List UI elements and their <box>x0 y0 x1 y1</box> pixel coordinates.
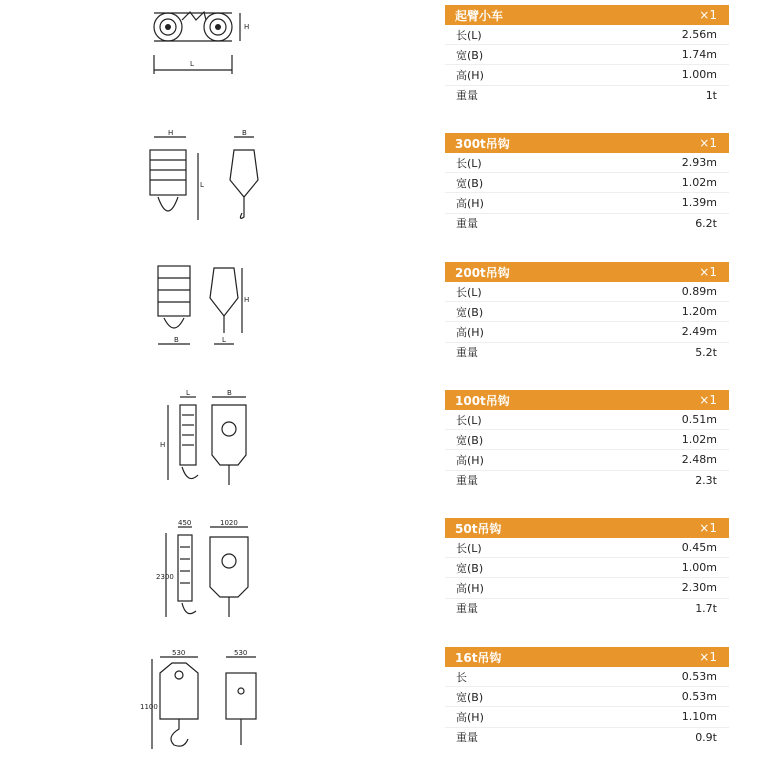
item-qty: ×1 <box>699 393 717 407</box>
spec-value: 0.53m <box>681 670 717 684</box>
spec-value: 1.39m <box>681 196 717 210</box>
spec-row <box>445 707 729 727</box>
spec-row <box>445 65 729 85</box>
item-name: 300t吊钩 <box>455 136 510 151</box>
spec-label: 高(H) <box>456 68 484 82</box>
spec-label: 高(H) <box>456 325 484 339</box>
spec-value: 0.9t <box>695 730 717 744</box>
dim-label: B <box>174 336 179 344</box>
spec-label: 重量 <box>456 346 478 360</box>
spec-label: 宽(B) <box>456 48 484 62</box>
spec-label: 宽(B) <box>456 690 484 704</box>
dim-label: 530 <box>172 649 186 657</box>
spec-row <box>445 193 729 213</box>
spec-value: 1.7t <box>695 601 717 615</box>
spec-row <box>445 410 729 430</box>
dim-label: 1020 <box>220 519 238 527</box>
item-qty: ×1 <box>699 265 717 279</box>
spec-row <box>445 25 729 45</box>
spec-value: 5.2t <box>695 345 717 359</box>
spec-value: 1.74m <box>681 48 717 62</box>
spec-label: 重量 <box>456 602 478 616</box>
spec-row <box>445 282 729 302</box>
item-name: 起臂小车 <box>455 8 504 23</box>
spec-table <box>445 518 729 618</box>
item-qty: ×1 <box>699 8 717 22</box>
spec-value: 1.02m <box>681 176 717 190</box>
spec-value: 0.45m <box>681 541 717 555</box>
item-name: 50t吊钩 <box>455 521 502 536</box>
spec-header <box>445 262 729 282</box>
spec-row <box>445 728 729 747</box>
spec-label: 高(H) <box>456 710 484 724</box>
spec-value: 1.20m <box>681 305 717 319</box>
spec-value: 0.89m <box>681 285 717 299</box>
spec-label: 宽(B) <box>456 305 484 319</box>
spec-label: 长(L) <box>456 541 482 555</box>
hook-200t-drawing <box>130 258 290 378</box>
spec-row <box>445 430 729 450</box>
spec-row <box>445 153 729 173</box>
spec-row <box>445 687 729 707</box>
spec-row <box>445 173 729 193</box>
dim-label: H <box>168 129 174 137</box>
spec-row <box>445 214 729 233</box>
dim-label: B <box>242 129 247 137</box>
dim-label: 1100 <box>140 703 158 711</box>
spec-label: 宽(B) <box>456 433 484 447</box>
spec-label: 长(L) <box>456 156 482 170</box>
spec-value: 1t <box>705 88 717 102</box>
spec-value: 2.3t <box>695 473 717 487</box>
spec-header <box>445 647 729 667</box>
spec-table <box>445 133 729 233</box>
spec-label: 长(L) <box>456 28 482 42</box>
spec-value: 2.30m <box>681 581 717 595</box>
dim-label: L <box>200 181 204 189</box>
spec-value: 2.48m <box>681 453 717 467</box>
item-name: 16t吊钩 <box>455 650 502 665</box>
spec-value: 2.49m <box>681 325 717 339</box>
spec-value: 2.93m <box>681 156 717 170</box>
spec-label: 重量 <box>456 474 478 488</box>
spec-label: 宽(B) <box>456 176 484 190</box>
hook-50t-drawing <box>130 515 290 635</box>
spec-label: 宽(B) <box>456 561 484 575</box>
dim-label: B <box>227 389 232 397</box>
spec-label: 高(H) <box>456 581 484 595</box>
hook-16t-drawing <box>130 645 290 765</box>
spec-label: 长(L) <box>456 285 482 299</box>
spec-row <box>445 86 729 105</box>
spec-table <box>445 647 729 747</box>
spec-row <box>445 343 729 362</box>
spec-table <box>445 5 729 105</box>
spec-row <box>445 302 729 322</box>
dim-label: H <box>244 296 250 304</box>
spec-row <box>445 450 729 470</box>
dim-label: L <box>190 60 194 68</box>
spec-value: 1.00m <box>681 561 717 575</box>
spec-header <box>445 518 729 538</box>
spec-row <box>445 322 729 342</box>
hook-300t-drawing <box>130 125 290 245</box>
spec-header <box>445 133 729 153</box>
spec-label: 重量 <box>456 217 478 231</box>
item-name: 200t吊钩 <box>455 265 510 280</box>
trolley-drawing <box>130 0 290 120</box>
spec-row <box>445 578 729 598</box>
spec-header <box>445 5 729 25</box>
spec-value: 1.10m <box>681 710 717 724</box>
spec-value: 0.51m <box>681 413 717 427</box>
spec-value: 0.53m <box>681 690 717 704</box>
dim-label: H <box>244 23 250 31</box>
spec-value: 1.00m <box>681 68 717 82</box>
spec-table <box>445 262 729 362</box>
dim-label: L <box>222 336 226 344</box>
spec-row <box>445 667 729 687</box>
dim-label: L <box>186 389 190 397</box>
spec-header <box>445 390 729 410</box>
item-name: 100t吊钩 <box>455 393 510 408</box>
hook-100t-drawing <box>130 385 290 505</box>
dim-label: 530 <box>234 649 248 657</box>
spec-value: 1.02m <box>681 433 717 447</box>
spec-label: 重量 <box>456 731 478 745</box>
dim-label: H <box>160 441 166 449</box>
item-qty: ×1 <box>699 521 717 535</box>
spec-row <box>445 471 729 490</box>
spec-row <box>445 538 729 558</box>
spec-value: 6.2t <box>695 216 717 230</box>
spec-label: 高(H) <box>456 453 484 467</box>
spec-row <box>445 45 729 65</box>
spec-row <box>445 599 729 618</box>
item-qty: ×1 <box>699 136 717 150</box>
spec-label: 高(H) <box>456 196 484 210</box>
spec-table <box>445 390 729 490</box>
spec-label: 长(L) <box>456 413 482 427</box>
spec-label: 长 <box>456 670 467 684</box>
spec-value: 2.56m <box>681 28 717 42</box>
spec-label: 重量 <box>456 89 478 103</box>
spec-row <box>445 558 729 578</box>
item-qty: ×1 <box>699 650 717 664</box>
dim-label: 450 <box>178 519 192 527</box>
dim-label: 2300 <box>156 573 174 581</box>
